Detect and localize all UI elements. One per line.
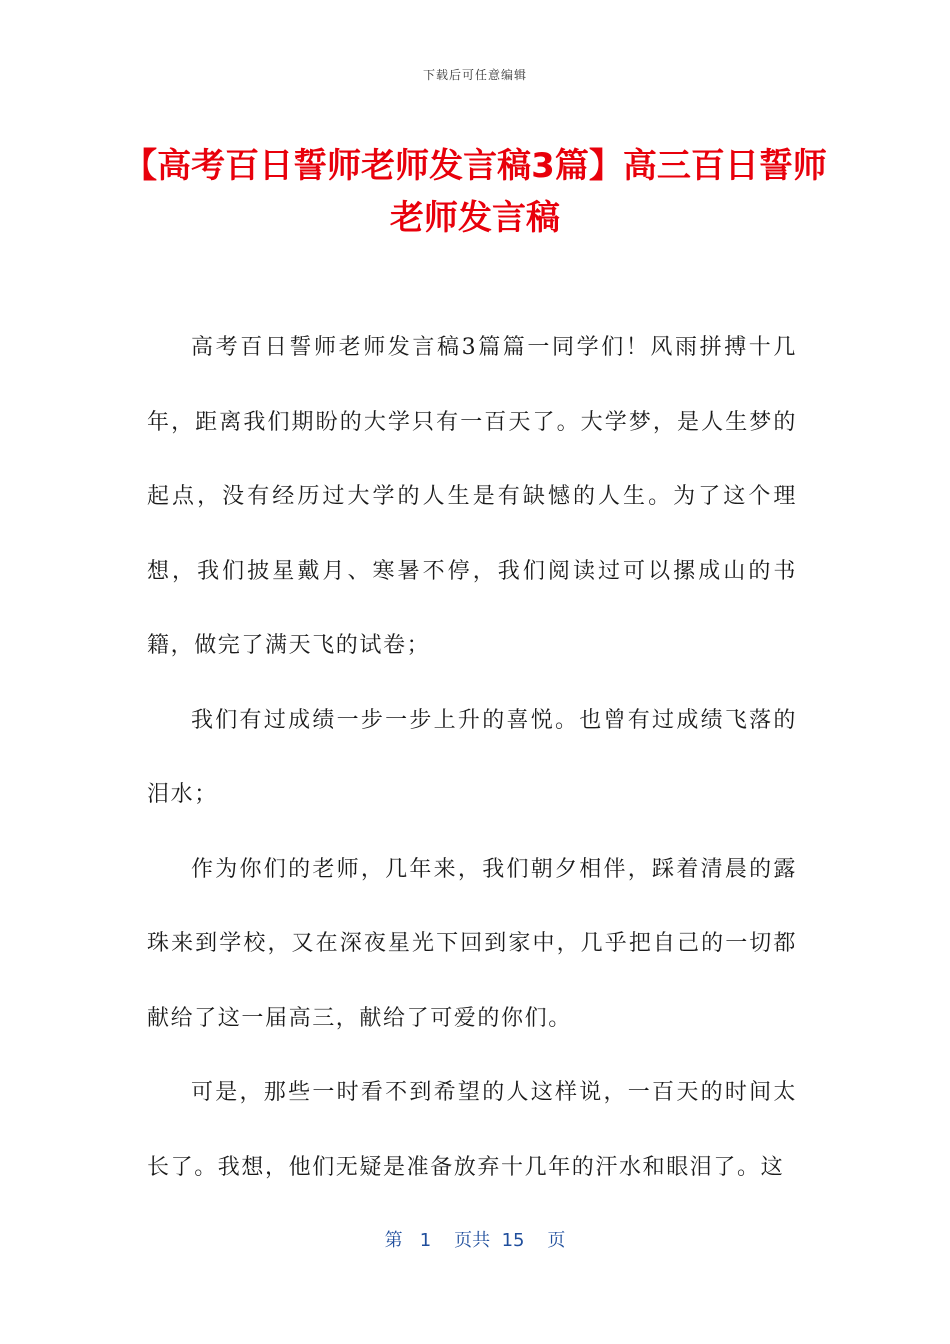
document-title: 【高考百日誓师老师发言稿3篇】高三百日誓师老师发言稿	[123, 146, 827, 238]
paragraph-3: 作为你们的老师，几年来，我们朝夕相伴，踩着清晨的露珠来到学校，又在深夜星光下回到家中，几乎把自己的一切都献给了这一届高三，献给了可爱的你们。	[147, 856, 797, 1031]
paragraph-4: 可是，那些一时看不到希望的人这样说，一百天的时间太长了。我想，他们无疑是准备放弃十几年的汗水和眼泪了。这	[147, 1080, 797, 1180]
page-footer	[0, 1226, 950, 1252]
total-pages: 15	[501, 1230, 525, 1251]
page-suffix: 页	[547, 1230, 566, 1251]
page-number: 1	[419, 1230, 432, 1251]
header-note: 下载后可任意编辑	[422, 68, 527, 82]
document-body	[147, 311, 797, 1205]
paragraph-2: 我们有过成绩一步一步上升的喜悦。也曾有过成绩飞落的泪水；	[147, 707, 797, 807]
page-prefix: 第	[384, 1230, 403, 1251]
paragraph-1: 高考百日誓师老师发言稿3篇篇一同学们！风雨拼搏十几年，距离我们期盼的大学只有一百天了。大学梦，是人生梦的起点，没有经历过大学的人生是有缺憾的人生。为了这个理想，我们披星戴月、寒暑不停，我们阅读过可以摞成山的书籍，做完了满天飞的试卷；	[147, 335, 797, 658]
page-middle: 页共	[454, 1230, 491, 1251]
